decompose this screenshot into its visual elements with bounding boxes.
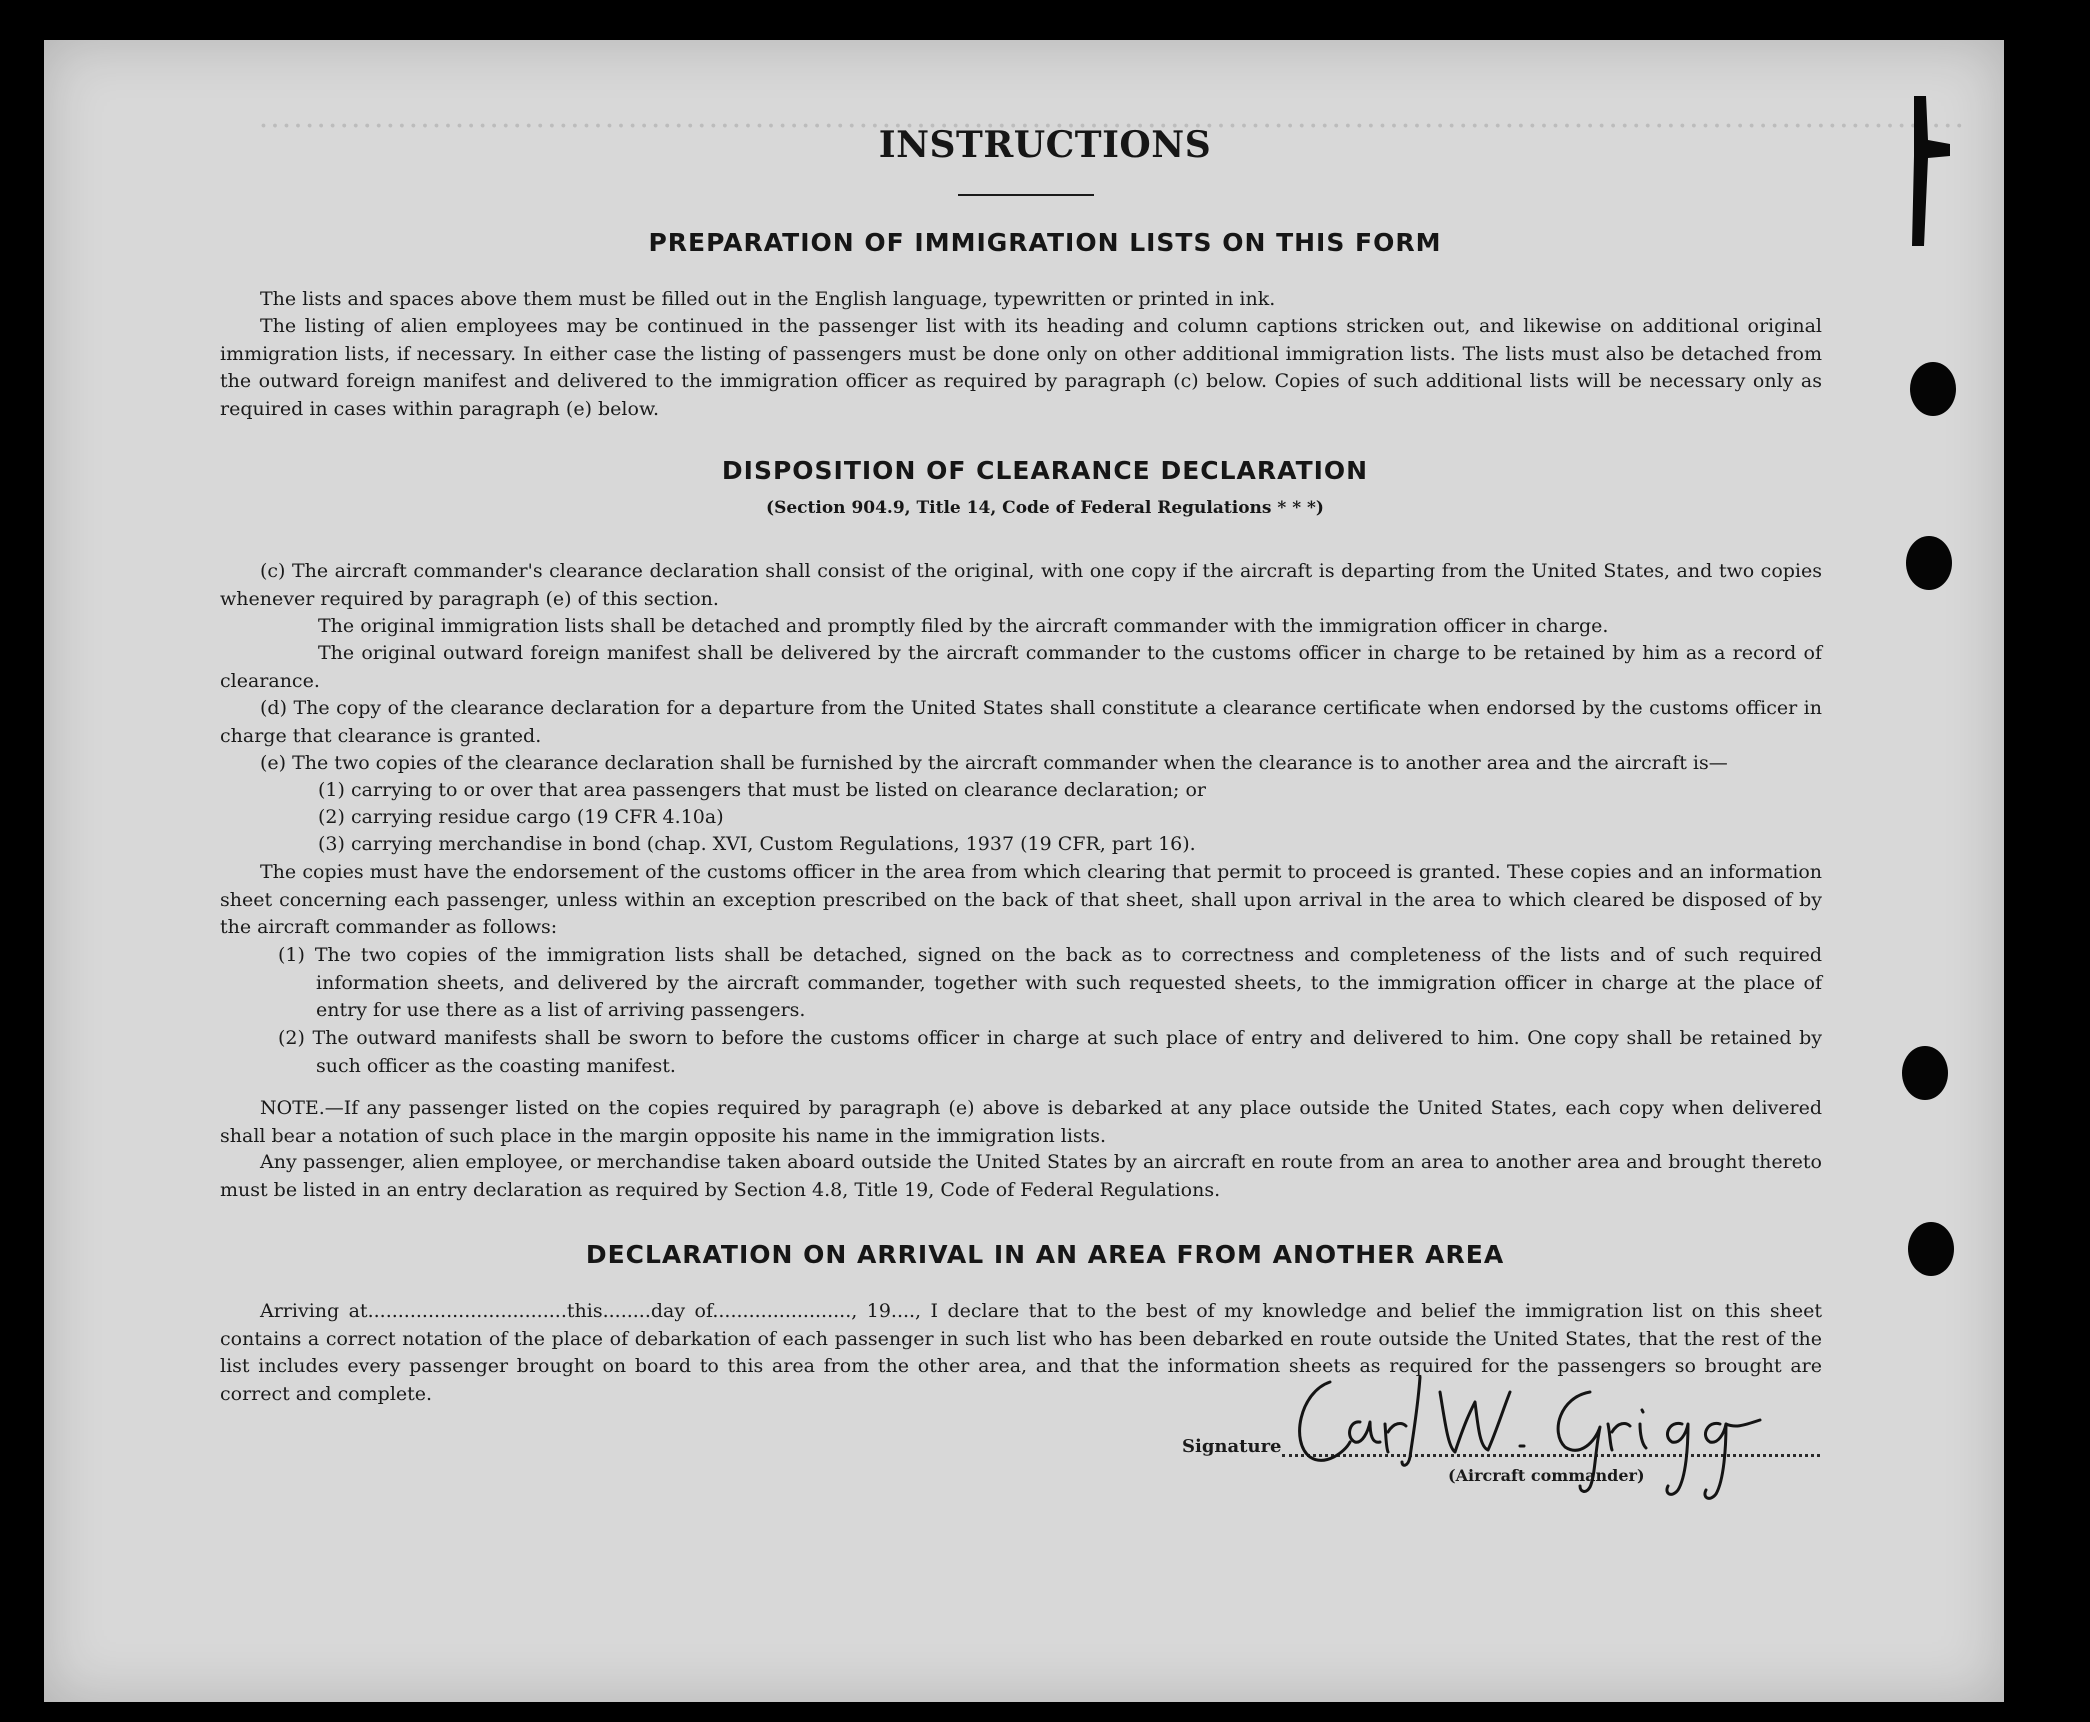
note-paragraph-2: Any passenger, alien employee, or merchandise taken aboard outside the United States by an aircraft en route from an area to another area and brought thereto must be listed in an entry declaration as required by Section 4.8, Title 19, Code of Federal Regulations.	[220, 1151, 1822, 1201]
paragraph-c: (c) The aircraft commander's clearance declaration shall consist of the original, with one copy if the aircraft is departing from the United States, and two copies whenever required by paragraph (e) of this section.	[220, 560, 1822, 610]
paragraph-c-manifest: The original outward foreign manifest shall be delivered by the aircraft commander to the customs officer in charge to be retained by him as a record of clearance.	[220, 642, 1822, 692]
disposition-heading: DISPOSITION OF CLEARANCE DECLARATION	[721, 456, 1369, 485]
preparation-heading: PREPARATION OF IMMIGRATION LISTS ON THIS FORM	[648, 228, 1442, 257]
disposition-subheading: (Section 904.9, Title 14, Code of Federal Regulations * * *)	[766, 498, 1324, 518]
preparation-paragraph-2: The listing of alien employees may be continued in the passenger list with its heading and column captions stricken out, and likewise on additional original immigration lists, if necessary. In either case the listing of passengers must be done only on other additional immigration lists. The lists must also be detached from the outward foreign manifest and delivered to the immigration officer as required by paragraph (c) below. Copies of such additional lists will be necessary only as required in cases within paragraph (e) below.	[220, 315, 1822, 420]
paragraph-e-item: (1) carrying to or over that area passengers that must be listed on clearance declaration; or	[318, 779, 1206, 801]
paragraph-d: (d) The copy of the clearance declaration for a departure from the United States shall constitute a clearance certificate when endorsed by the customs officer in charge that clearance is granted.	[220, 697, 1822, 747]
signature-label: Signature	[1182, 1436, 1282, 1457]
paragraph-copies: The copies must have the endorsement of the customs officer in the area from which clearing that permit to proceed is granted. These copies and an information sheet concerning each passenger, unless within an exception prescribed on the back of that sheet, shall upon arrival in the area to which cleared be disposed of by the aircraft commander as follows:	[220, 861, 1822, 938]
copies-item: (1) The two copies of the immigration lists shall be detached, signed on the back as to correctness and completeness of the lists and of such required information sheets, and delivered by the aircraft commander, together with such requested sheets, to the immigration officer in charge at the place of entry for use there as a list of arriving passengers.	[278, 944, 1822, 1021]
page-title: INSTRUCTIONS	[878, 124, 1212, 166]
copies-item: (2) The outward manifests shall be sworn to before the customs officer in charge at such place of entry and delivered to him. One copy shall be retained by such officer as the coasting manifest.	[278, 1027, 1822, 1077]
bleed-through-text: ....................................................................................................................................................	[256, 100, 1964, 135]
note-paragraph: NOTE.—If any passenger listed on the copies required by paragraph (e) above is debarked at any place outside the United States, each copy when delivered shall bear a notation of such place in the margin opposite his name in the immigration lists.	[220, 1097, 1822, 1147]
handwritten-signature	[1290, 1362, 1810, 1512]
preparation-paragraph-1: The lists and spaces above them must be filled out in the English language, typewritten or printed in ink.	[260, 288, 1276, 310]
punch-hole	[1906, 536, 1952, 590]
paragraph-e-item: (2) carrying residue cargo (19 CFR 4.10a)	[318, 806, 724, 828]
signature-caption: (Aircraft commander)	[1448, 1466, 1645, 1485]
corner-tab-mark	[1904, 96, 1964, 246]
punch-hole	[1910, 362, 1956, 416]
punch-hole	[1902, 1046, 1948, 1100]
declaration-text: Arriving at.................................this........day of......................., 19...., I declare that to the best of my knowledge and belief the immigration list on this sheet contains a correct notation of the place of debarkation of each passenger in such list who has been debarked en route outside the United States, that the rest of the list includes every passenger brought on board to this area from the other area, and that the information sheets as required for the passengers so brought are correct and complete.	[220, 1300, 1822, 1405]
declaration-heading: DECLARATION ON ARRIVAL IN AN AREA FROM ANOTHER AREA	[585, 1240, 1505, 1269]
paragraph-c-immigration-lists: The original immigration lists shall be detached and promptly filed by the aircraft commander with the immigration officer in charge.	[318, 615, 1609, 637]
title-rule	[958, 194, 1094, 196]
paragraph-e-item: (3) carrying merchandise in bond (chap. XVI, Custom Regulations, 1937 (19 CFR, part 16).	[318, 833, 1196, 855]
paragraph-e: (e) The two copies of the clearance declaration shall be furnished by the aircraft commander when the clearance is to another area and the aircraft is—	[260, 752, 1728, 774]
